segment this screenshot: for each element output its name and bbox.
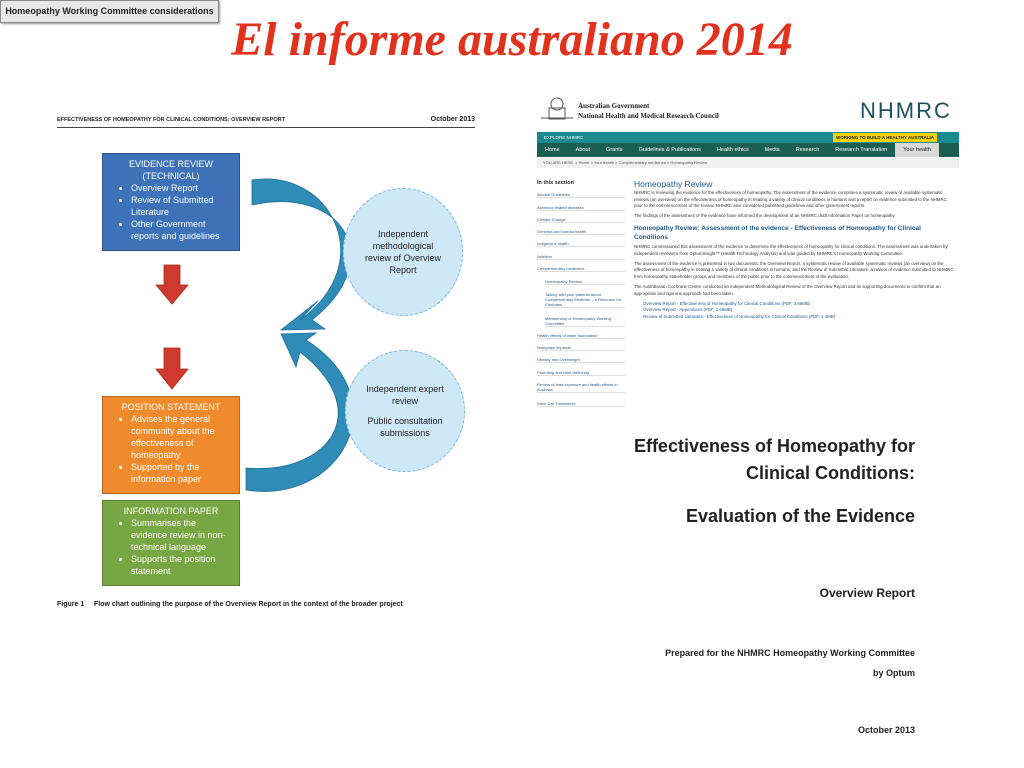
sidebar-heading: In this section (537, 180, 574, 186)
figure-caption (57, 601, 403, 608)
cover-title-line-2: Clinical Conditions: (746, 463, 915, 483)
nhmrc-logo: NHMRC (860, 98, 952, 123)
sidebar-subitem[interactable]: Talking with your patients about Complementary Medicine – a Resource for Clinicians (545, 292, 625, 308)
sidebar-item[interactable]: Nutripoise implants (537, 345, 625, 351)
sidebar-item[interactable]: Review of lead exposure and health effects in Australia (537, 382, 625, 393)
sidebar-subitem[interactable]: Homeopathy Review (545, 279, 625, 285)
sidebar-item[interactable]: Complementary medicines (537, 266, 625, 272)
paragraph: The assessment of the evidence is presented in two documents: the Overview Report, a systematic review of available systematic reviews (an overview) on the effectiveness of homeopathy in treating a variety of clinical conditions in humans; and the Review of Submitted Literature, a review of evidence submitted to NHMRC from homeopathy stakeholder groups and members of the public prior to the commencement of the evaluation. (634, 260, 954, 280)
methodological-review-text: Independent methodological review of Overview Report (364, 229, 442, 275)
pdf-link[interactable]: Overview Report - Appendices (PDF, 2.66MB) (643, 307, 733, 313)
nav-item-guidelines[interactable]: Guidelines & Publications (638, 147, 701, 153)
report-header-date: October 2013 (430, 116, 475, 123)
government-logo-text (578, 101, 719, 121)
methodological-review-circle (343, 188, 463, 316)
evidence-item: • Overview Report (131, 182, 233, 194)
position-statement-title: POSITION STATEMENT (121, 402, 221, 412)
explore-label[interactable]: EXPLORE NHMRC (544, 135, 584, 140)
cover-author: by Optum (873, 668, 915, 678)
sidebar-item[interactable]: Obesity and Overweight (537, 357, 625, 363)
sidebar-subitem[interactable]: Membership of Homeopathy Working Committee (545, 316, 625, 327)
cover-title-line-1: Effectiveness of Homeopathy for (633, 436, 915, 456)
slide-title: El informe australiano 2014 (231, 13, 793, 66)
paragraph: The Australasian Cochrane Centre conducted an independent Methodological Review of the Overview Report and its supporting documents to confirm that an appropriate and rigorous approach had been taken. (634, 283, 941, 296)
pdf-link[interactable]: Overview Report - Effectiveness of Homeopathy for Clinical Conditions (PDF, 2.66MB) (643, 300, 811, 306)
sidebar-item[interactable]: Nutrition (537, 254, 625, 260)
nav-item-research-translation[interactable]: Research Translation (835, 147, 888, 153)
info-item: • Summarises the evidence review in non-technical language (131, 517, 233, 553)
information-paper-box (102, 500, 240, 586)
sidebar-item[interactable]: Health effects of water fluoridation (537, 333, 625, 339)
report-header-title: EFFECTIVENESS OF HOMEOPATHY FOR CLINICAL CONDITIONS: OVERVIEW REPORT (57, 117, 286, 123)
figure-label: Figure 1 (57, 601, 85, 608)
sidebar-item[interactable]: Climate Change (537, 217, 625, 223)
breadcrumb: YOU ARE HERE: > Home > Your health > Complementary medicines > Homeopathy Review (537, 158, 959, 168)
nhmrc-main-content (634, 181, 956, 321)
slogan-badge: WORKING TO BUILD A HEALTHY AUSTRALIA (833, 133, 937, 142)
public-consultation-text: Public consultation submissions (367, 416, 443, 438)
expert-review-circle (345, 350, 465, 472)
cover-date: October 2013 (857, 725, 915, 735)
down-arrow-1 (156, 265, 188, 304)
evidence-item: • Other Government reports and guidelines (131, 218, 233, 242)
cover-overview-label: Overview Report (819, 586, 915, 600)
sidebar-item[interactable]: Genetics and human health (537, 229, 625, 235)
evidence-item: • Review of Submitted Literature (131, 194, 233, 218)
curved-arrow-lower (246, 333, 353, 491)
nav-item-health-ethics[interactable]: Health ethics (716, 147, 749, 153)
gov-line-2: National Health and Medical Research Council (578, 112, 719, 120)
position-statement-box (102, 396, 240, 494)
main-heading: Homeopathy Review (634, 179, 713, 189)
nav-item-grants[interactable]: Grants (606, 147, 623, 153)
nav-item-research[interactable]: Research (795, 147, 820, 153)
nav-item-about[interactable]: About (575, 147, 591, 153)
pdf-link[interactable]: Review of Submitted Literature - Effectiveness of Homeopathy for Clinical Conditions (PDF, 1.4MB) (643, 314, 836, 320)
sidebar-item[interactable]: Alcohol Guidelines (537, 192, 625, 198)
sidebar-item[interactable]: Stem Cell Treatments (537, 401, 625, 407)
sidebar-item[interactable]: Asbestos related diseases (537, 205, 625, 211)
paragraph: NHMRC commissioned this assessment of the evidence to determine the effectiveness of homeopathy for clinical conditions. The assessment was undertaken by independent reviewers from OptumInsight™ (Health Technology Analysts) and was guided by NHMRC's Homeopathy Working Committee. (634, 243, 948, 256)
cover-prepared-for: Prepared for the NHMRC Homeopathy Working Committee (665, 648, 915, 658)
committee-considerations-box: Homeopathy Working Committee considerations (0, 0, 219, 23)
figure-caption-text: Flow chart outlining the purpose of the Overview Report in the context of the broader project (93, 601, 403, 608)
paragraph: The findings of the assessment of the evidence have informed the development of an NHMRC draft Information Paper on homeopathy. (634, 213, 896, 219)
gov-line-1: Australian Government (578, 102, 650, 110)
position-item: • Advises the general community about the effectiveness of homeopathy (131, 413, 233, 461)
paragraph: NHMRC is reviewing the evidence for the effectiveness of homeopathy. The assessment of the evidence comprises a systematic review of available systematic reviews (an overview) on the effectiveness of homeopathy in treating a variety of clinical conditions in humans and a report on evidence submitted to the NHMRC prior to the commencement of the review. NHMRC also considered published guidelines and other government reports. (634, 189, 947, 209)
information-paper-title: INFORMATION PAPER (123, 506, 219, 516)
sub-heading: Homeopathy Review: Assessment of the evidence - Effectiveness of Homeopathy for Clinical Conditions (634, 224, 921, 241)
evidence-review-box (102, 153, 240, 251)
nav-item-home[interactable]: Home (545, 147, 560, 153)
evidence-review-title: EVIDENCE REVIEW (TECHNICAL) (128, 159, 213, 181)
cover-subtitle: Evaluation of the Evidence (685, 506, 915, 526)
expert-review-text: Independent expert review (366, 384, 444, 406)
curved-arrow-upper (252, 179, 351, 330)
nav-item-media[interactable]: Media (764, 147, 780, 153)
info-item: • Supports the position statement (131, 553, 233, 577)
down-arrow-2 (156, 348, 188, 389)
position-item: • Supported by the information paper (131, 461, 233, 485)
sidebar-item[interactable]: Parenting and child wellbeing (537, 370, 625, 376)
nhmrc-top-strip (537, 132, 959, 143)
nav-item-your-health[interactable]: Your health (895, 143, 939, 157)
sidebar-item[interactable]: Indigenous health (537, 241, 625, 247)
nhmrc-nav-bar (537, 143, 959, 157)
australian-crest-icon (539, 96, 575, 122)
